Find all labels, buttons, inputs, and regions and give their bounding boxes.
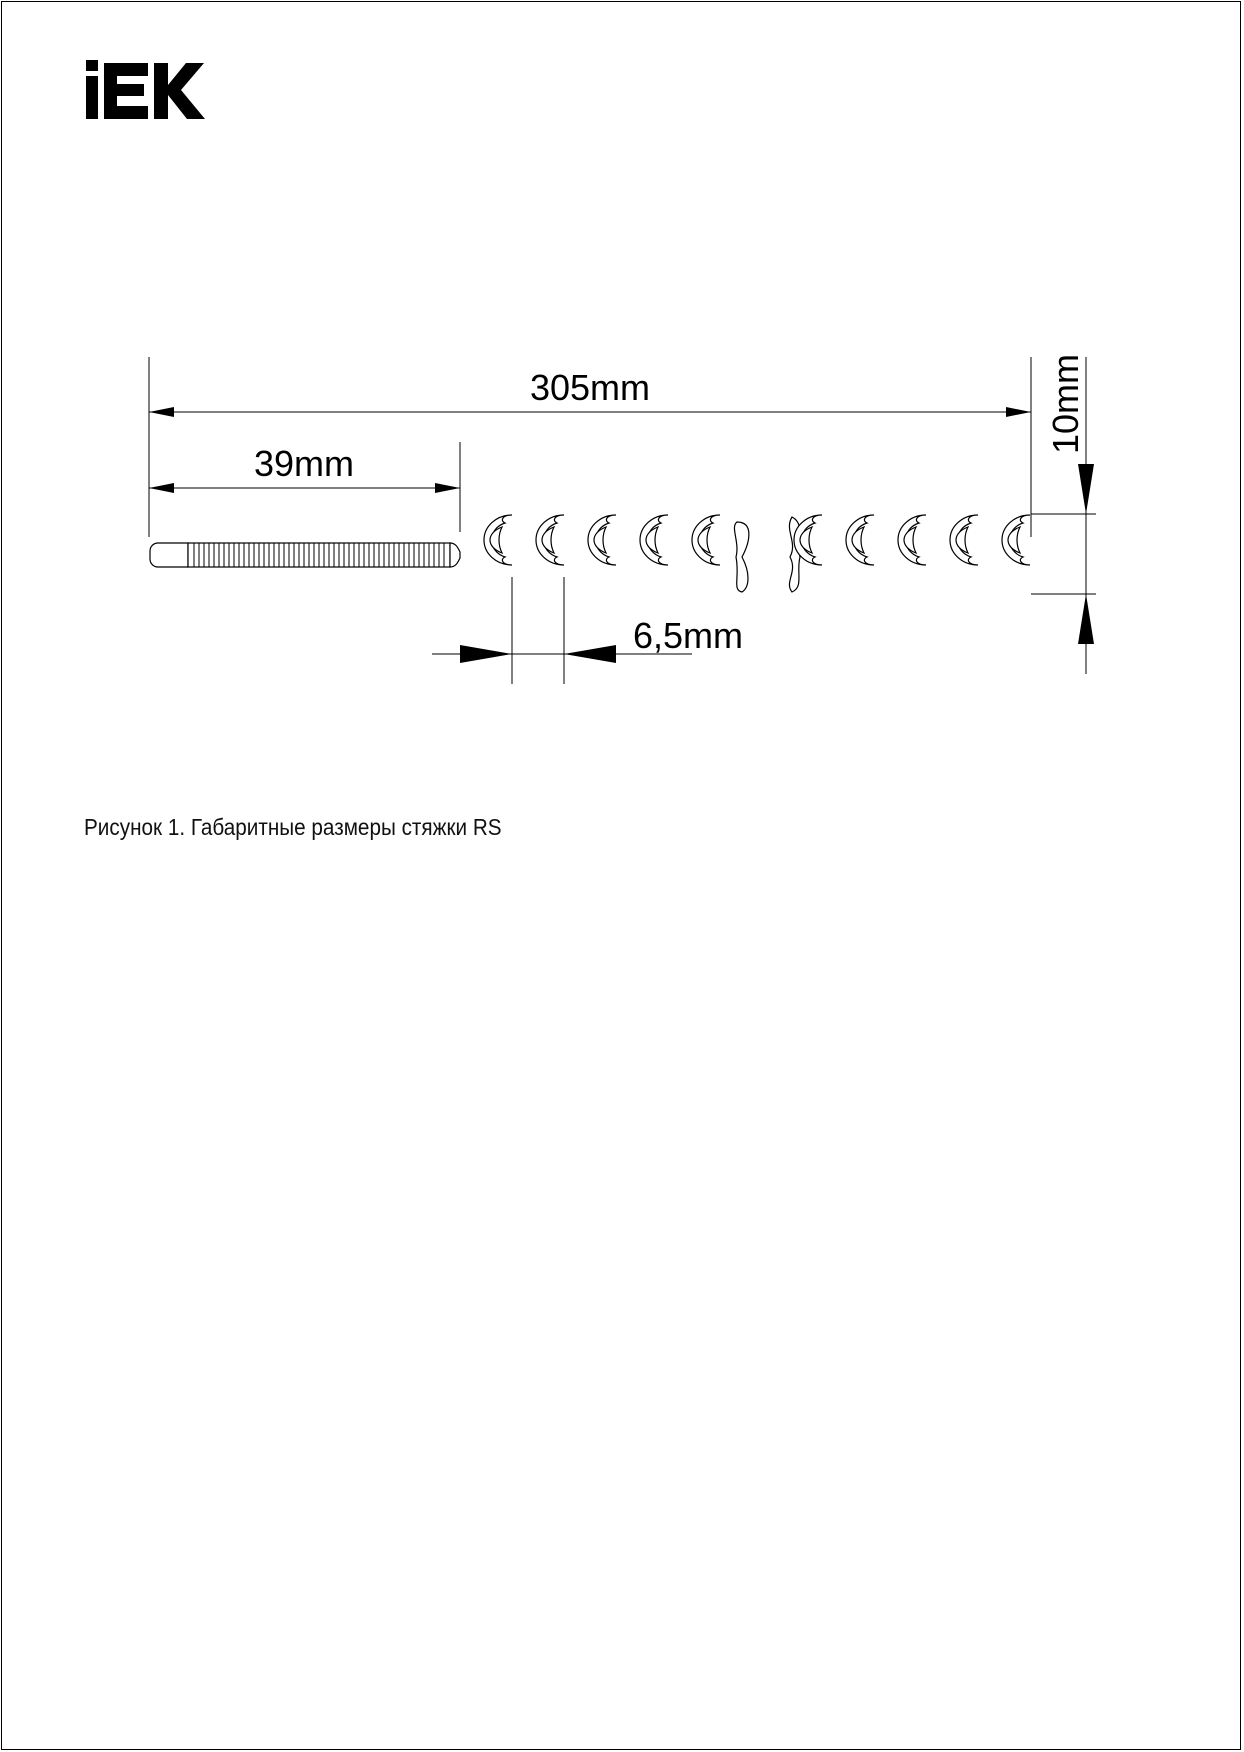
dimension-label-39mm: 39mm — [253, 443, 355, 484]
document-sheet — [1, 1, 1241, 1750]
dimension-label-305mm: 305mm — [529, 367, 651, 408]
dimension-overall-length — [149, 367, 1031, 417]
figure-caption: Рисунок 1. Габаритные размеры стяжки RS — [84, 814, 502, 840]
tie-ladder-strap-right — [789, 515, 1030, 592]
dimension-label-6-5mm: 6,5mm — [632, 615, 744, 656]
tie-head — [150, 543, 460, 567]
dimension-pitch — [432, 615, 743, 663]
tie-ladder-strap-left — [484, 515, 749, 592]
dimension-label-10mm: 10mm — [1045, 353, 1086, 455]
dimension-head-length — [149, 443, 460, 493]
cable-tie-drawing — [2, 2, 1244, 722]
